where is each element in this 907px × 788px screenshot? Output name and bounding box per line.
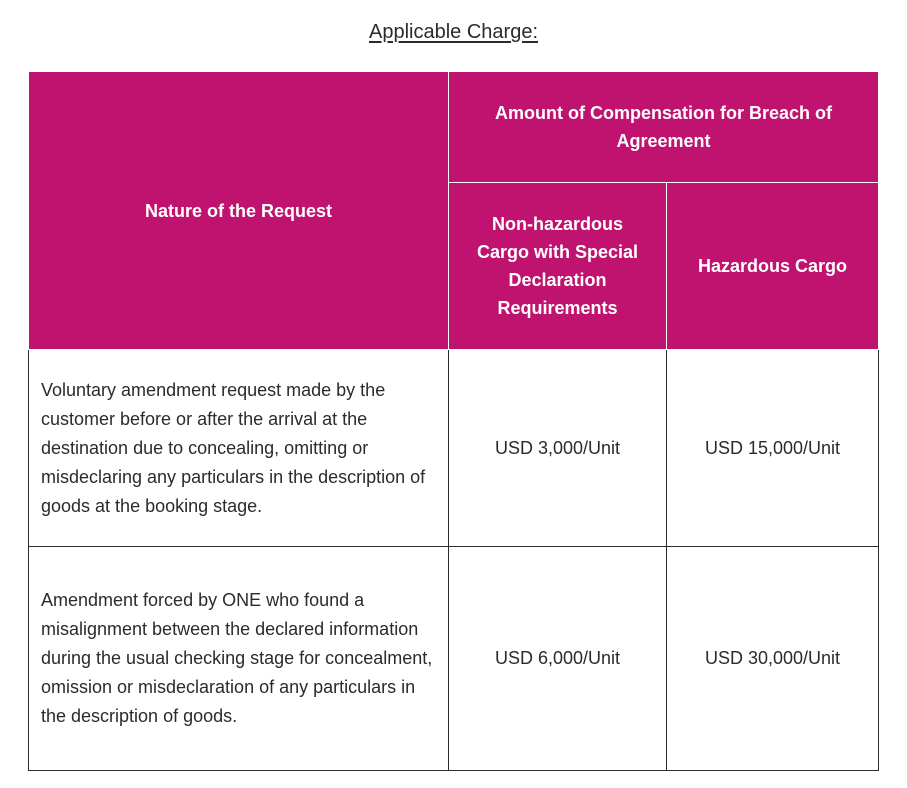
table-row: [29, 547, 879, 771]
table-row: [29, 350, 879, 547]
request-description: Amendment forced by ONE who found a misalignment between the declared information during the usual checking stage for concealment, omission or misdeclaration of any particulars in the description of goods.: [29, 547, 449, 771]
header-nature-of-request: Nature of the Request: [29, 72, 449, 350]
non-hazardous-charge: USD 3,000/Unit: [449, 350, 667, 547]
hazardous-charge: USD 30,000/Unit: [667, 547, 879, 771]
header-non-hazardous-cargo: Non-hazardous Cargo with Special Declaration Requirements: [449, 183, 667, 350]
header-compensation-amount: Amount of Compensation for Breach of Agreement: [449, 72, 879, 183]
header-hazardous-cargo: Hazardous Cargo: [667, 183, 879, 350]
page-title: Applicable Charge:: [369, 21, 538, 43]
request-description: Voluntary amendment request made by the customer before or after the arrival at the destination due to concealing, omitting or misdeclaring any particulars in the description of goods at the booking stage.: [29, 350, 449, 547]
applicable-charge-table: [28, 71, 879, 771]
non-hazardous-charge: USD 6,000/Unit: [449, 547, 667, 771]
hazardous-charge: USD 15,000/Unit: [667, 350, 879, 547]
